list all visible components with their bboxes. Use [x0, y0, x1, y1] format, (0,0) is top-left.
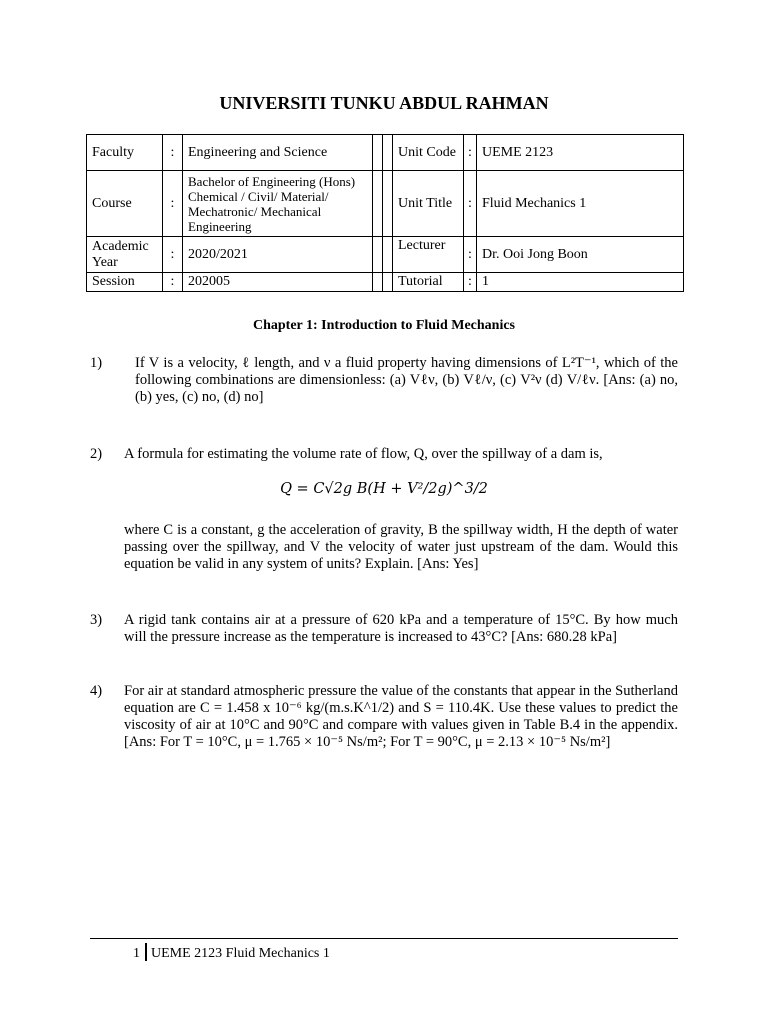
question-number: 2) — [90, 446, 103, 462]
question-number: 3) — [90, 612, 103, 628]
equation: Q = C√2g B(H + V²/2g)^3/2 — [280, 481, 488, 497]
unit-title-value: Fluid Mechanics 1 — [477, 171, 684, 237]
colon: : — [163, 237, 183, 273]
colon: : — [163, 171, 183, 237]
colon: : — [163, 135, 183, 171]
tutorial-label: Tutorial — [393, 273, 464, 292]
session-value: 202005 — [183, 273, 373, 292]
course-label: Course — [87, 171, 163, 237]
question-text: If V is a velocity, ℓ length, and ν a fluid property having dimensions of L²T⁻¹, which of the following combinations are dimensionless: (a) Vℓν, (b) Vℓ/ν, (c) V²ν (d) V/ℓν. [Ans: (a) no, (b) yes, (c) no, (d) no] — [135, 355, 678, 405]
question-text: For air at standard atmospheric pressure the value of the constants that appear in the Sutherland equation are C = 1.458 x 10⁻⁶ kg/(m.s.K^1/2) and S = 110.4K. Use these values to predict the viscosity of air at 10°C and 90°C and compare with values given in Table B.4 in the appendix. [Ans: For T = 10°C, μ = 1.765 × 10⁻⁵ Ns/m²; For T = 90°C, μ = 2.13 × 10⁻⁵ Ns/m²] — [124, 683, 678, 750]
chapter-title: Chapter 1: Introduction to Fluid Mechanics — [253, 318, 515, 333]
unit-code-label: Unit Code — [393, 135, 464, 171]
question-number: 4) — [90, 683, 103, 699]
lecturer-label: Lecturer — [393, 237, 464, 273]
session-label: Session — [87, 273, 163, 292]
question-intro: A formula for estimating the volume rate of flow, Q, over the spillway of a dam is, — [124, 446, 603, 462]
course-value: Bachelor of Engineering (Hons) Chemical / Civil/ Material/ Mechatronic/ Mechanical Engineering — [183, 171, 373, 237]
page-number: 1 — [133, 946, 140, 961]
tutorial-value: 1 — [477, 273, 684, 292]
unit-code-value: UEME 2123 — [477, 135, 684, 171]
colon: : — [464, 237, 477, 273]
page-title: UNIVERSITI TUNKU ABDUL RAHMAN — [219, 93, 549, 113]
footer-text: UEME 2123 Fluid Mechanics 1 — [151, 946, 330, 961]
page-footer — [133, 943, 330, 962]
faculty-label: Faculty — [87, 135, 163, 171]
colon: : — [464, 273, 477, 292]
course-info-table — [86, 134, 684, 292]
footer-divider — [90, 938, 678, 939]
lecturer-value: Dr. Ooi Jong Boon — [477, 237, 684, 273]
academic-year-label: Academic Year — [87, 237, 163, 273]
colon: : — [464, 135, 477, 171]
question-text: where C is a constant, g the acceleration of gravity, B the spillway width, H the depth of water passing over the spillway, and V the velocity of water just upstream of the dam. Would this equation be valid in any system of units? Explain. [Ans: Yes] — [124, 522, 678, 572]
question-number: 1) — [90, 355, 103, 371]
academic-year-value: 2020/2021 — [183, 237, 373, 273]
question-text: A rigid tank contains air at a pressure of 620 kPa and a temperature of 15°C. By how much will the pressure increase as the temperature is increased to 43°C? [Ans: 680.28 kPa] — [124, 612, 678, 645]
colon: : — [163, 273, 183, 292]
colon: : — [464, 171, 477, 237]
unit-title-label: Unit Title — [393, 171, 464, 237]
faculty-value: Engineering and Science — [183, 135, 373, 171]
footer-separator — [145, 943, 147, 961]
